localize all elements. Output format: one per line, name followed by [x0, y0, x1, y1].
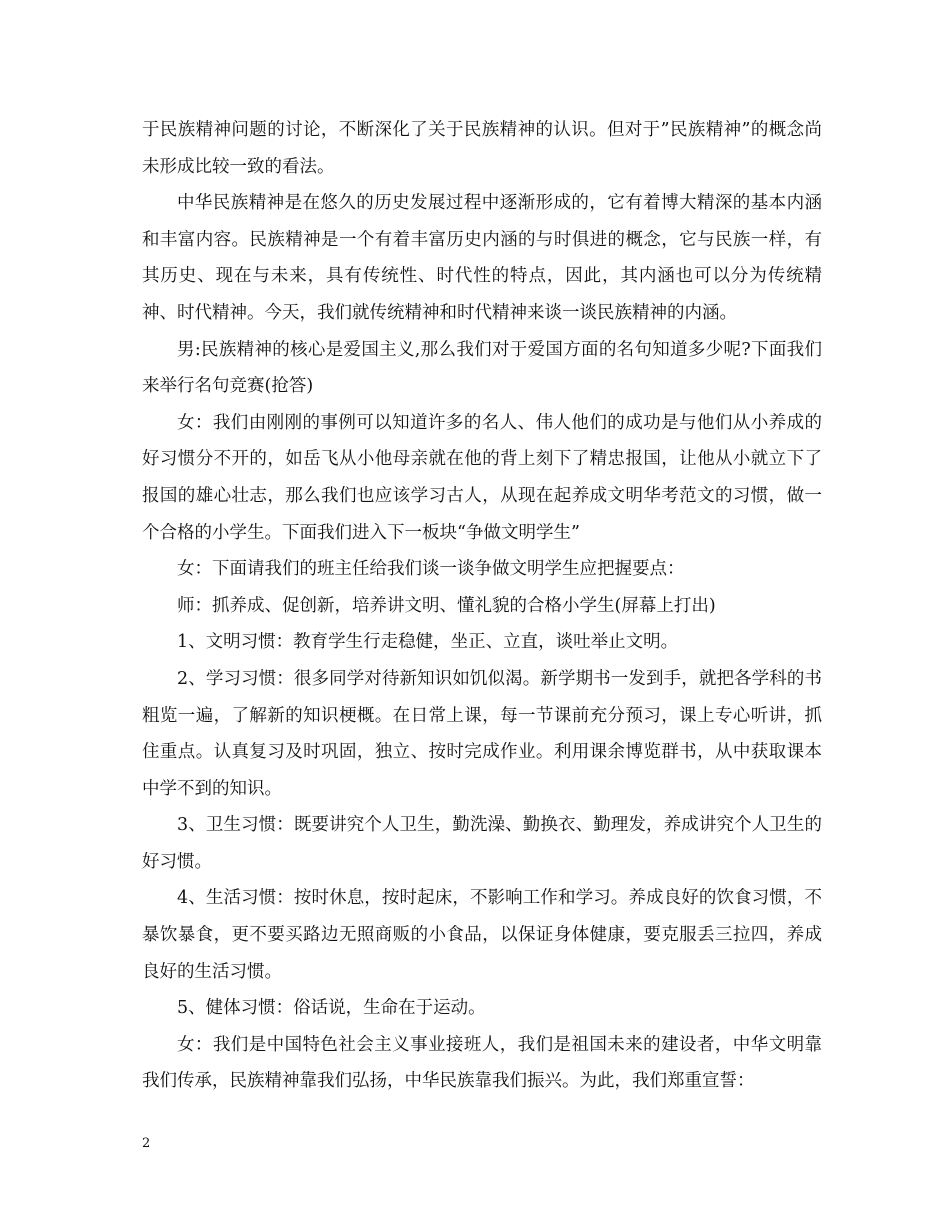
paragraph: 于民族精神问题的讨论，不断深化了关于民族精神的认识。但对于”民族精神”的概念尚未形成比较一致的看法。	[142, 120, 822, 177]
paragraph: 1、文明习惯：教育学生行走稳健，坐正、立直，谈吐举止文明。	[177, 632, 679, 653]
paragraph: 女：下面请我们的班主任给我们谈一谈争做文明学生应把握要点：	[177, 559, 685, 580]
paragraph: 女：我们由刚刚的事例可以知道许多的名人、伟人他们的成功是与他们从小养成的好习惯分不开的，如岳飞从小他母亲就在他的背上刻下了精忠报国，让他从小就立下了报国的雄心壮志，那么我们也应该学习古人，从现在起养成文明华考范文的习惯，做一个合格的小学生。下面我们进入下一板块“争做文明学生”	[142, 412, 822, 543]
paragraph: 男:民族精神的核心是爱国主义,那么我们对于爱国方面的名句知道多少呢?下面我们来举行名句竞赛(抢答)	[142, 339, 822, 397]
paragraph: 中华民族精神是在悠久的历史发展过程中逐渐形成的，它有着博大精深的基本内涵和丰富内容。民族精神是一个有着丰富历史内涵的与时俱进的概念，它与民族一样，有其历史、现在与未来，具有传统性、时代性的特点，因此，其内涵也可以分为传统精神、时代精神。今天，我们就传统精神和时代精神来谈一谈民族精神的内涵。	[142, 193, 822, 323]
paragraph: 5、健体习惯：俗话说，生命在于运动。	[177, 998, 486, 1019]
document-body	[142, 112, 822, 1100]
paragraph: 女：我们是中国特色社会主义事业接班人，我们是祖国未来的建设者，中华文明靠我们传承，民族精神靠我们弘扬，中华民族靠我们振兴。为此，我们郑重宣誓：	[142, 1034, 822, 1092]
paragraph: 4、生活习惯：按时休息，按时起床，不影响工作和学习。养成良好的饮食习惯，不暴饮暴食，更不要买路边无照商贩的小食品，以保证身体健康，要克服丢三拉四，养成良好的生活习惯。	[142, 888, 822, 982]
paragraph: 2、学习习惯：很多同学对待新知识如饥似渴。新学期书一发到手，就把各学科的书粗览一遍，了解新的知识梗概。在日常上课，每一节课前充分预习，课上专心听讲，抓住重点。认真复习及时巩固，独立、按时完成作业。利用课余博览群书，从中获取课本中学不到的知识。	[142, 668, 822, 799]
paragraph: 师：抓养成、促创新，培养讲文明、懂礼貌的合格小学生(屏幕上打出)	[177, 595, 716, 616]
paragraph: 3、卫生习惯：既要讲究个人卫生，勤洗澡、勤换衣、勤理发，养成讲究个人卫生的好习惯。	[142, 815, 822, 872]
page-number: 2	[142, 1136, 151, 1151]
